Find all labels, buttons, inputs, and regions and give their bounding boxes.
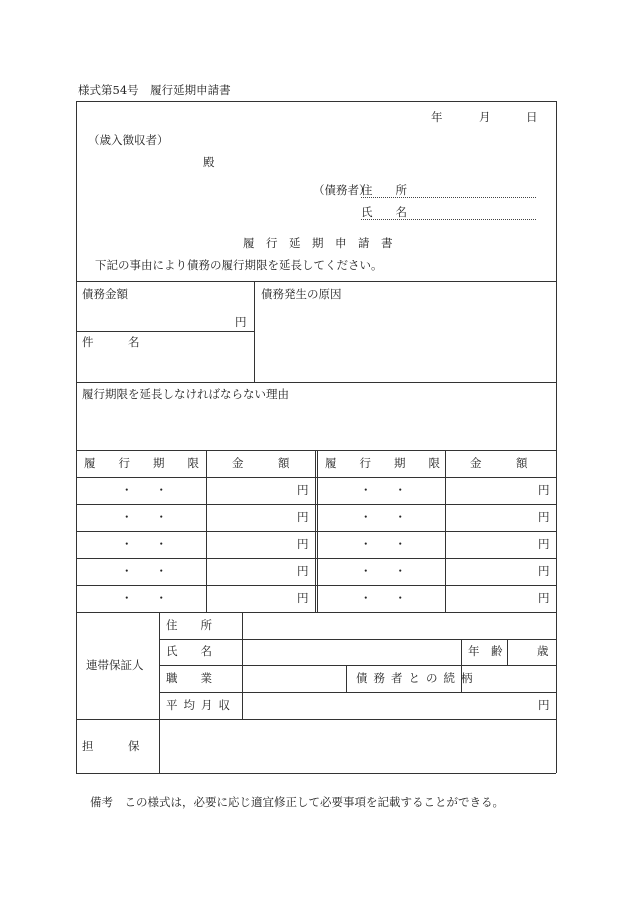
guarantor-income-unit: 円 <box>538 698 550 712</box>
schedule-date-placeholder: ・ ・ <box>360 483 406 497</box>
debt-amount-label: 債務金額 <box>82 287 128 301</box>
date-month: 月 <box>479 110 491 124</box>
collateral-label: 担 保 <box>82 739 140 753</box>
debtor-role: （債務者） <box>313 183 371 197</box>
schedule-date-placeholder: ・ ・ <box>121 483 167 497</box>
debtor-address-line[interactable] <box>361 197 536 198</box>
guarantor-age-unit: 歳 <box>537 644 549 658</box>
debtor-name-label: 氏 名 <box>361 205 407 219</box>
schedule-date-placeholder: ・ ・ <box>121 510 167 524</box>
schedule-date-placeholder: ・ ・ <box>121 537 167 551</box>
guarantor-address-label: 住 所 <box>166 618 212 632</box>
schedule-amount-unit: 円 <box>297 537 309 551</box>
schedule-amount-unit: 円 <box>538 591 550 605</box>
schedule-header-date-2: 履 行 期 限 <box>325 456 440 470</box>
schedule-date-placeholder: ・ ・ <box>360 537 406 551</box>
schedule-date-placeholder: ・ ・ <box>360 510 406 524</box>
case-name-label: 件 名 <box>82 335 140 349</box>
document-heading: 履 行 延 期 申 請 書 <box>243 236 393 250</box>
debtor-name-line[interactable] <box>361 219 536 220</box>
guarantor-relation-label: 債務者との続柄 <box>356 671 479 685</box>
date-day: 日 <box>526 110 538 124</box>
debt-cause-label: 債務発生の原因 <box>261 287 342 301</box>
schedule-header-amount-1: 金 額 <box>232 456 290 470</box>
schedule-header-date-1: 履 行 期 限 <box>84 456 199 470</box>
debt-amount-unit: 円 <box>235 315 247 329</box>
schedule-amount-unit: 円 <box>538 537 550 551</box>
guarantor-income-label: 平均月収 <box>166 698 236 712</box>
debtor-address-label: 住 所 <box>361 183 407 197</box>
addressee-honorific: 殿 <box>203 155 215 169</box>
guarantor-occupation-label: 職 業 <box>166 671 212 685</box>
extension-reason-label: 履行期限を延長しなければならない理由 <box>82 387 289 401</box>
schedule-amount-unit: 円 <box>297 483 309 497</box>
schedule-header-amount-2: 金 額 <box>470 456 528 470</box>
schedule-date-placeholder: ・ ・ <box>360 564 406 578</box>
schedule-amount-unit: 円 <box>297 591 309 605</box>
schedule-date-placeholder: ・ ・ <box>360 591 406 605</box>
addressee-title: （歳入徴収者） <box>88 133 169 147</box>
schedule-amount-unit: 円 <box>538 510 550 524</box>
schedule-date-placeholder: ・ ・ <box>121 591 167 605</box>
form-number-label: 様式第54号 履行延期申請書 <box>78 83 231 97</box>
schedule-amount-unit: 円 <box>538 483 550 497</box>
guarantor-age-label: 年 齢 <box>468 644 503 658</box>
schedule-amount-unit: 円 <box>297 564 309 578</box>
guarantor-label: 連帯保証人 <box>86 658 144 672</box>
schedule-amount-unit: 円 <box>538 564 550 578</box>
date-year: 年 <box>431 110 443 124</box>
guarantor-name-label: 氏 名 <box>166 644 212 658</box>
schedule-date-placeholder: ・ ・ <box>121 564 167 578</box>
intro-text: 下記の事由により債務の履行期限を延長してください。 <box>95 258 383 272</box>
schedule-amount-unit: 円 <box>297 510 309 524</box>
footer-note: 備考 この様式は，必要に応じ適宜修正して必要事項を記載することができる。 <box>90 795 504 809</box>
